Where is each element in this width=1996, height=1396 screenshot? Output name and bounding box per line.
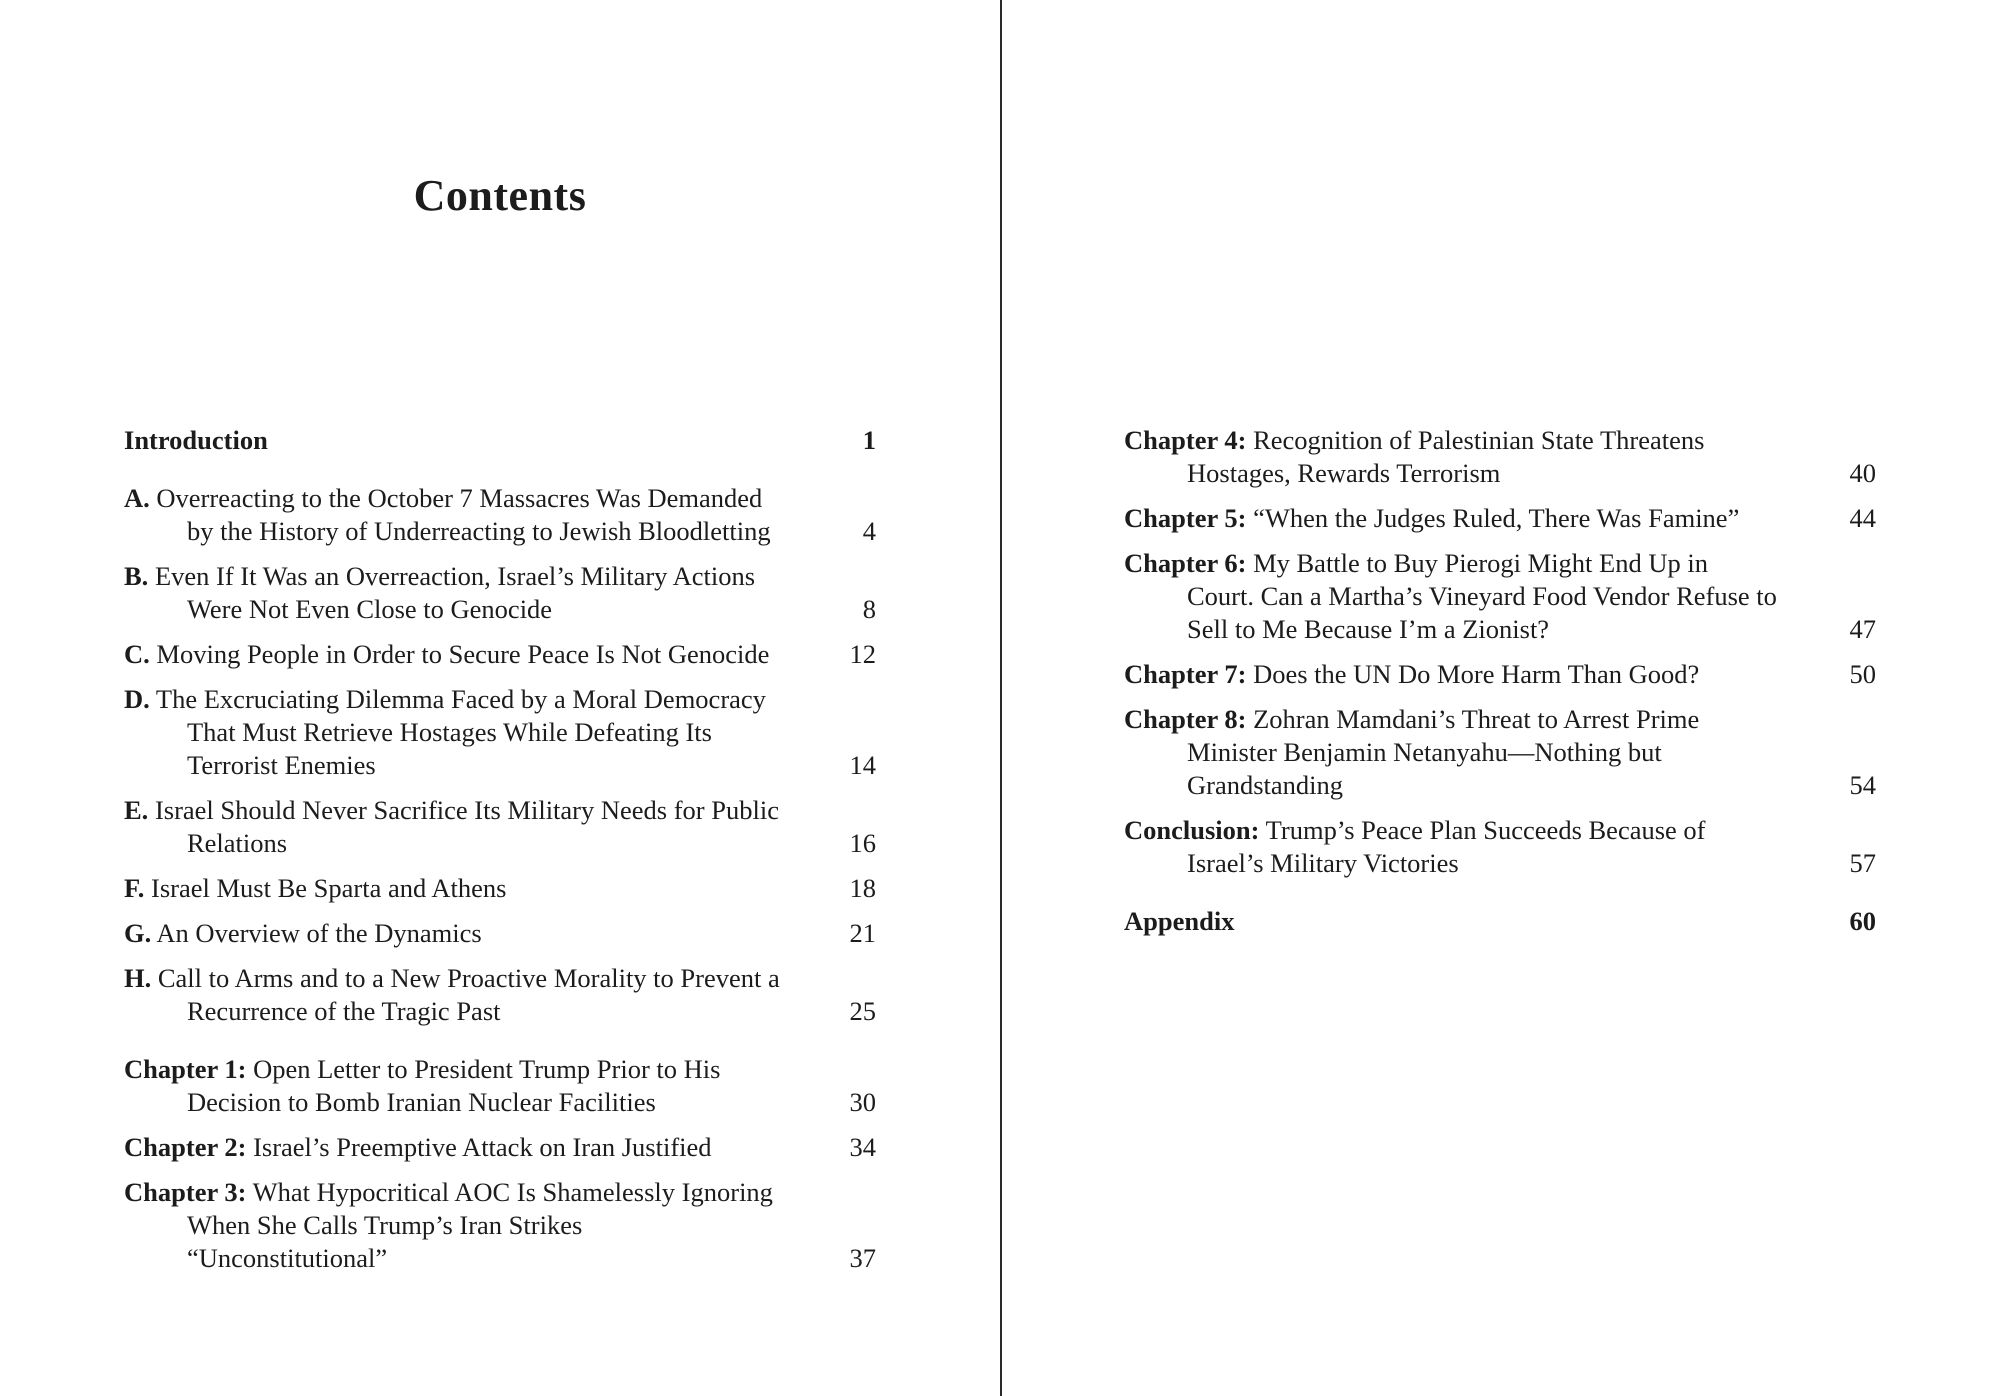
toc-entry-text: Zohran Mamdani’s Threat to Arrest Prime Minister Benjamin Netanyahu—Nothing but Grandstanding <box>1187 704 1700 800</box>
toc-entry-page: 21 <box>849 918 876 948</box>
toc-entry-label: H. <box>124 963 152 993</box>
toc-entry[interactable] <box>124 560 876 626</box>
toc-entry-label: A. <box>124 483 150 513</box>
toc-entry-text: Call to Arms and to a New Proactive Morality to Prevent a Recurrence of the Tragic Past <box>157 963 780 1026</box>
toc-entry-label: Chapter 4: <box>1124 425 1247 455</box>
toc-entry-text: An Overview of the Dynamics <box>156 918 482 948</box>
toc-entry[interactable] <box>124 917 876 950</box>
toc-entry-label: F. <box>124 873 145 903</box>
toc-list-right <box>1124 424 1876 938</box>
toc-entry-text: Israel’s Preemptive Attack on Iran Justified <box>253 1132 712 1162</box>
toc-entry[interactable] <box>1124 905 1876 938</box>
toc-entry-text: Trump’s Peace Plan Succeeds Because of Israel’s Military Victories <box>1187 815 1706 878</box>
toc-entry[interactable] <box>124 638 876 671</box>
toc-entry[interactable] <box>124 683 876 782</box>
toc-entry-page: 54 <box>1849 770 1876 800</box>
toc-entry-label: Chapter 7: <box>1124 659 1247 689</box>
toc-entry-page: 37 <box>849 1243 876 1273</box>
toc-entry-text: Does the UN Do More Harm Than Good? <box>1253 659 1700 689</box>
toc-entry-label: C. <box>124 639 150 669</box>
toc-entry-text: Israel Must Be Sparta and Athens <box>151 873 507 903</box>
toc-entry-label: Chapter 6: <box>1124 548 1247 578</box>
book-spine-divider <box>1000 0 1002 1396</box>
toc-entry-text: Appendix <box>1124 906 1235 936</box>
toc-entry-page: 25 <box>849 996 876 1026</box>
toc-entry-label: G. <box>124 918 152 948</box>
toc-entry-page: 44 <box>1849 503 1876 533</box>
toc-entry-text: Introduction <box>124 425 268 455</box>
toc-entry-text: Open Letter to President Trump Prior to His Decision to Bomb Iranian Nuclear Facilities <box>187 1054 721 1117</box>
toc-entry-page: 8 <box>862 594 876 624</box>
toc-entry[interactable] <box>1124 424 1876 490</box>
toc-entry[interactable] <box>124 424 876 457</box>
toc-entry-label: Chapter 8: <box>1124 704 1247 734</box>
toc-entry[interactable] <box>1124 703 1876 802</box>
toc-entry-page: 1 <box>862 425 876 455</box>
toc-entry-text: The Excruciating Dilemma Faced by a Moral Democracy That Must Retrieve Hostages While Defeating Its Terrorist Enemies <box>155 684 766 780</box>
toc-entry[interactable] <box>1124 502 1876 535</box>
toc-entry[interactable] <box>124 482 876 548</box>
toc-entry-text: Overreacting to the October 7 Massacres Was Demanded by the History of Underreacting to Jewish Bloodletting <box>156 483 771 546</box>
toc-entry-page: 47 <box>1849 614 1876 644</box>
toc-entry[interactable] <box>124 1053 876 1119</box>
toc-entry[interactable] <box>1124 658 1876 691</box>
toc-entry-page: 18 <box>849 873 876 903</box>
toc-entry-page: 57 <box>1849 848 1876 878</box>
toc-entry-text: Recognition of Palestinian State Threatens Hostages, Rewards Terrorism <box>1187 425 1705 488</box>
toc-entry-text: My Battle to Buy Pierogi Might End Up in Court. Can a Martha’s Vineyard Food Vendor Refuse to Sell to Me Because I’m a Zionist? <box>1187 548 1777 644</box>
toc-entry-page: 16 <box>849 828 876 858</box>
toc-list-left <box>124 424 876 1275</box>
toc-entry-page: 40 <box>1849 458 1876 488</box>
toc-entry-label: Chapter 5: <box>1124 503 1247 533</box>
toc-entry[interactable] <box>124 794 876 860</box>
toc-entry[interactable] <box>1124 814 1876 880</box>
toc-entry-label: Conclusion: <box>1124 815 1260 845</box>
toc-entry[interactable] <box>124 1176 876 1275</box>
toc-entry-label: B. <box>124 561 149 591</box>
toc-entry-page: 34 <box>849 1132 876 1162</box>
toc-entry[interactable] <box>124 1131 876 1164</box>
toc-entry-text: “When the Judges Ruled, There Was Famine” <box>1253 503 1740 533</box>
toc-entry-page: 4 <box>862 516 876 546</box>
toc-entry-text: Israel Should Never Sacrifice Its Military Needs for Public Relations <box>154 795 779 858</box>
toc-entry-label: Chapter 1: <box>124 1054 247 1084</box>
toc-entry-page: 60 <box>1849 906 1876 936</box>
toc-entry-label: Chapter 3: <box>124 1177 247 1207</box>
toc-entry-page: 14 <box>849 750 876 780</box>
contents-title: Contents <box>413 171 587 220</box>
toc-entry-text: Moving People in Order to Secure Peace Is Not Genocide <box>156 639 770 669</box>
toc-entry-label: E. <box>124 795 149 825</box>
toc-entry-label: D. <box>124 684 150 714</box>
toc-entry-label: Chapter 2: <box>124 1132 247 1162</box>
toc-entry-text: Even If It Was an Overreaction, Israel’s Military Actions Were Not Even Close to Genocide <box>154 561 756 624</box>
left-page <box>124 0 876 1396</box>
toc-entry-page: 50 <box>1849 659 1876 689</box>
toc-entry-text: What Hypocritical AOC Is Shamelessly Ignoring When She Calls Trump’s Iran Strikes “Unconstitutional” <box>187 1177 773 1273</box>
toc-entry[interactable] <box>124 872 876 905</box>
toc-entry-page: 12 <box>849 639 876 669</box>
toc-entry-page: 30 <box>849 1087 876 1117</box>
toc-entry[interactable] <box>124 962 876 1028</box>
toc-entry[interactable] <box>1124 547 1876 646</box>
right-page <box>1124 0 1876 1396</box>
